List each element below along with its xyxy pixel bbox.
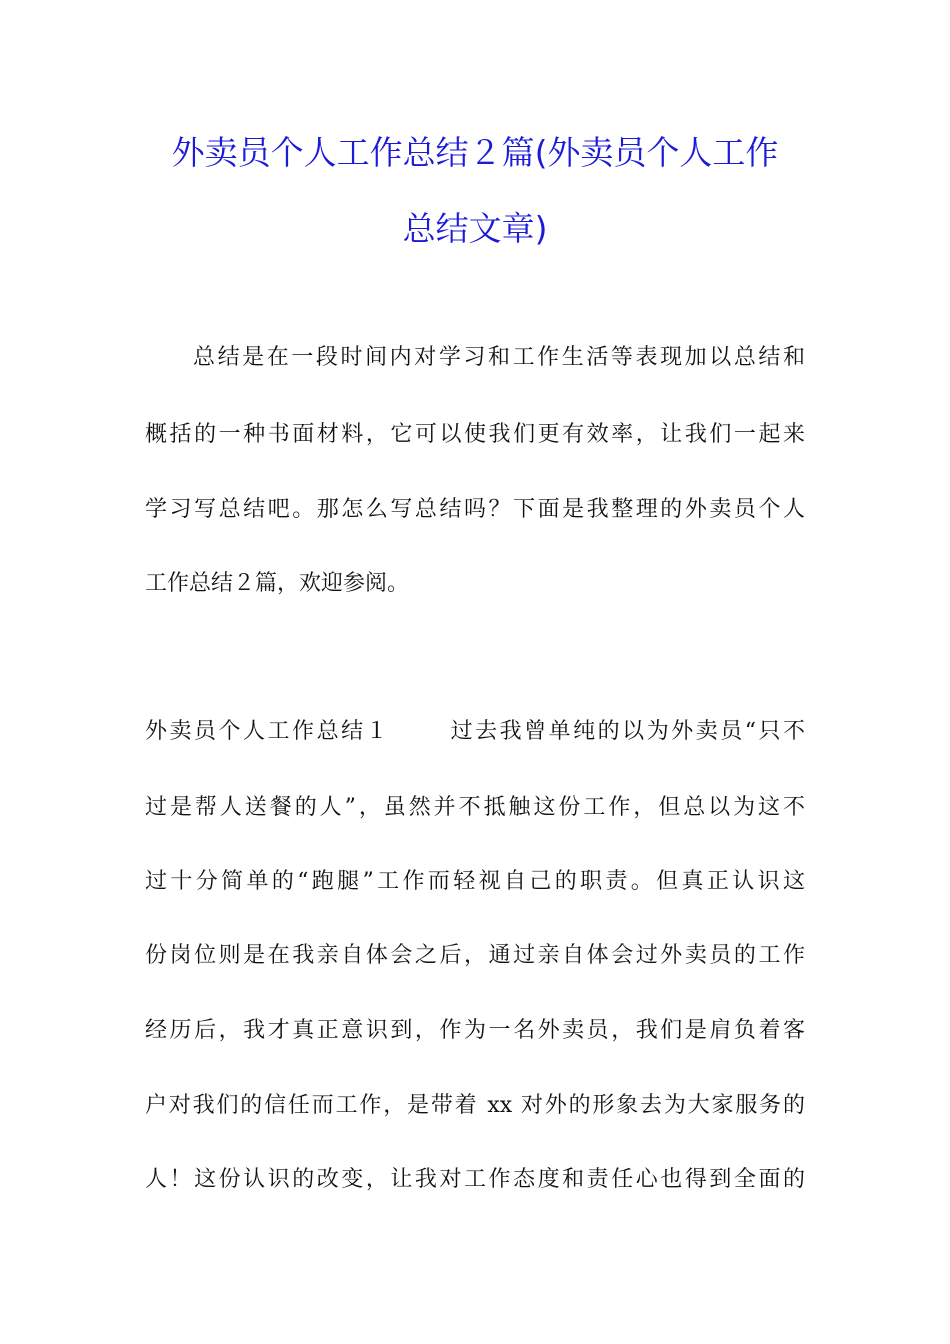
section-line-5: 经历后，我才真正意识到，作为一名外卖员，我们是肩负着客 — [145, 1018, 805, 1043]
section-line-7: 人！这份认识的改变，让我对工作态度和责任心也得到全面的 — [145, 1167, 805, 1192]
intro-line-2: 概括的一种书面材料，它可以使我们更有效率，让我们一起来 — [145, 422, 805, 447]
section-line-6: 户对我们的信任而工作，是带着 xx 对外的形象去为大家服务的 — [145, 1093, 805, 1118]
document-title-line-2: 总结文章) — [402, 209, 548, 248]
section-line-3: 过十分简单的“跑腿”工作而轻视自己的职责。但真正认识这 — [145, 869, 805, 894]
section-line-4: 份岗位则是在我亲自体会之后，通过亲自体会过外卖员的工作 — [145, 943, 805, 968]
section-line-2: 过是帮人送餐的人”，虽然并不抵触这份工作，但总以为这不 — [145, 795, 805, 820]
section-first-line-rest: 过去我曾单纯的以为外卖员“只不 — [448, 719, 805, 744]
intro-line-1: 总结是在一段时间内对学习和工作生活等表现加以总结和 — [193, 345, 805, 370]
document-title-line-1: 外卖员个人工作总结２篇(外卖员个人工作 — [171, 133, 779, 172]
intro-line-4: 工作总结２篇，欢迎参阅。 — [145, 571, 410, 596]
section-first-line — [145, 717, 805, 747]
intro-line-3: 学习写总结吧。那怎么写总结吗？下面是我整理的外卖员个人 — [145, 497, 805, 522]
section-heading: 外卖员个人工作总结１ — [145, 719, 391, 744]
